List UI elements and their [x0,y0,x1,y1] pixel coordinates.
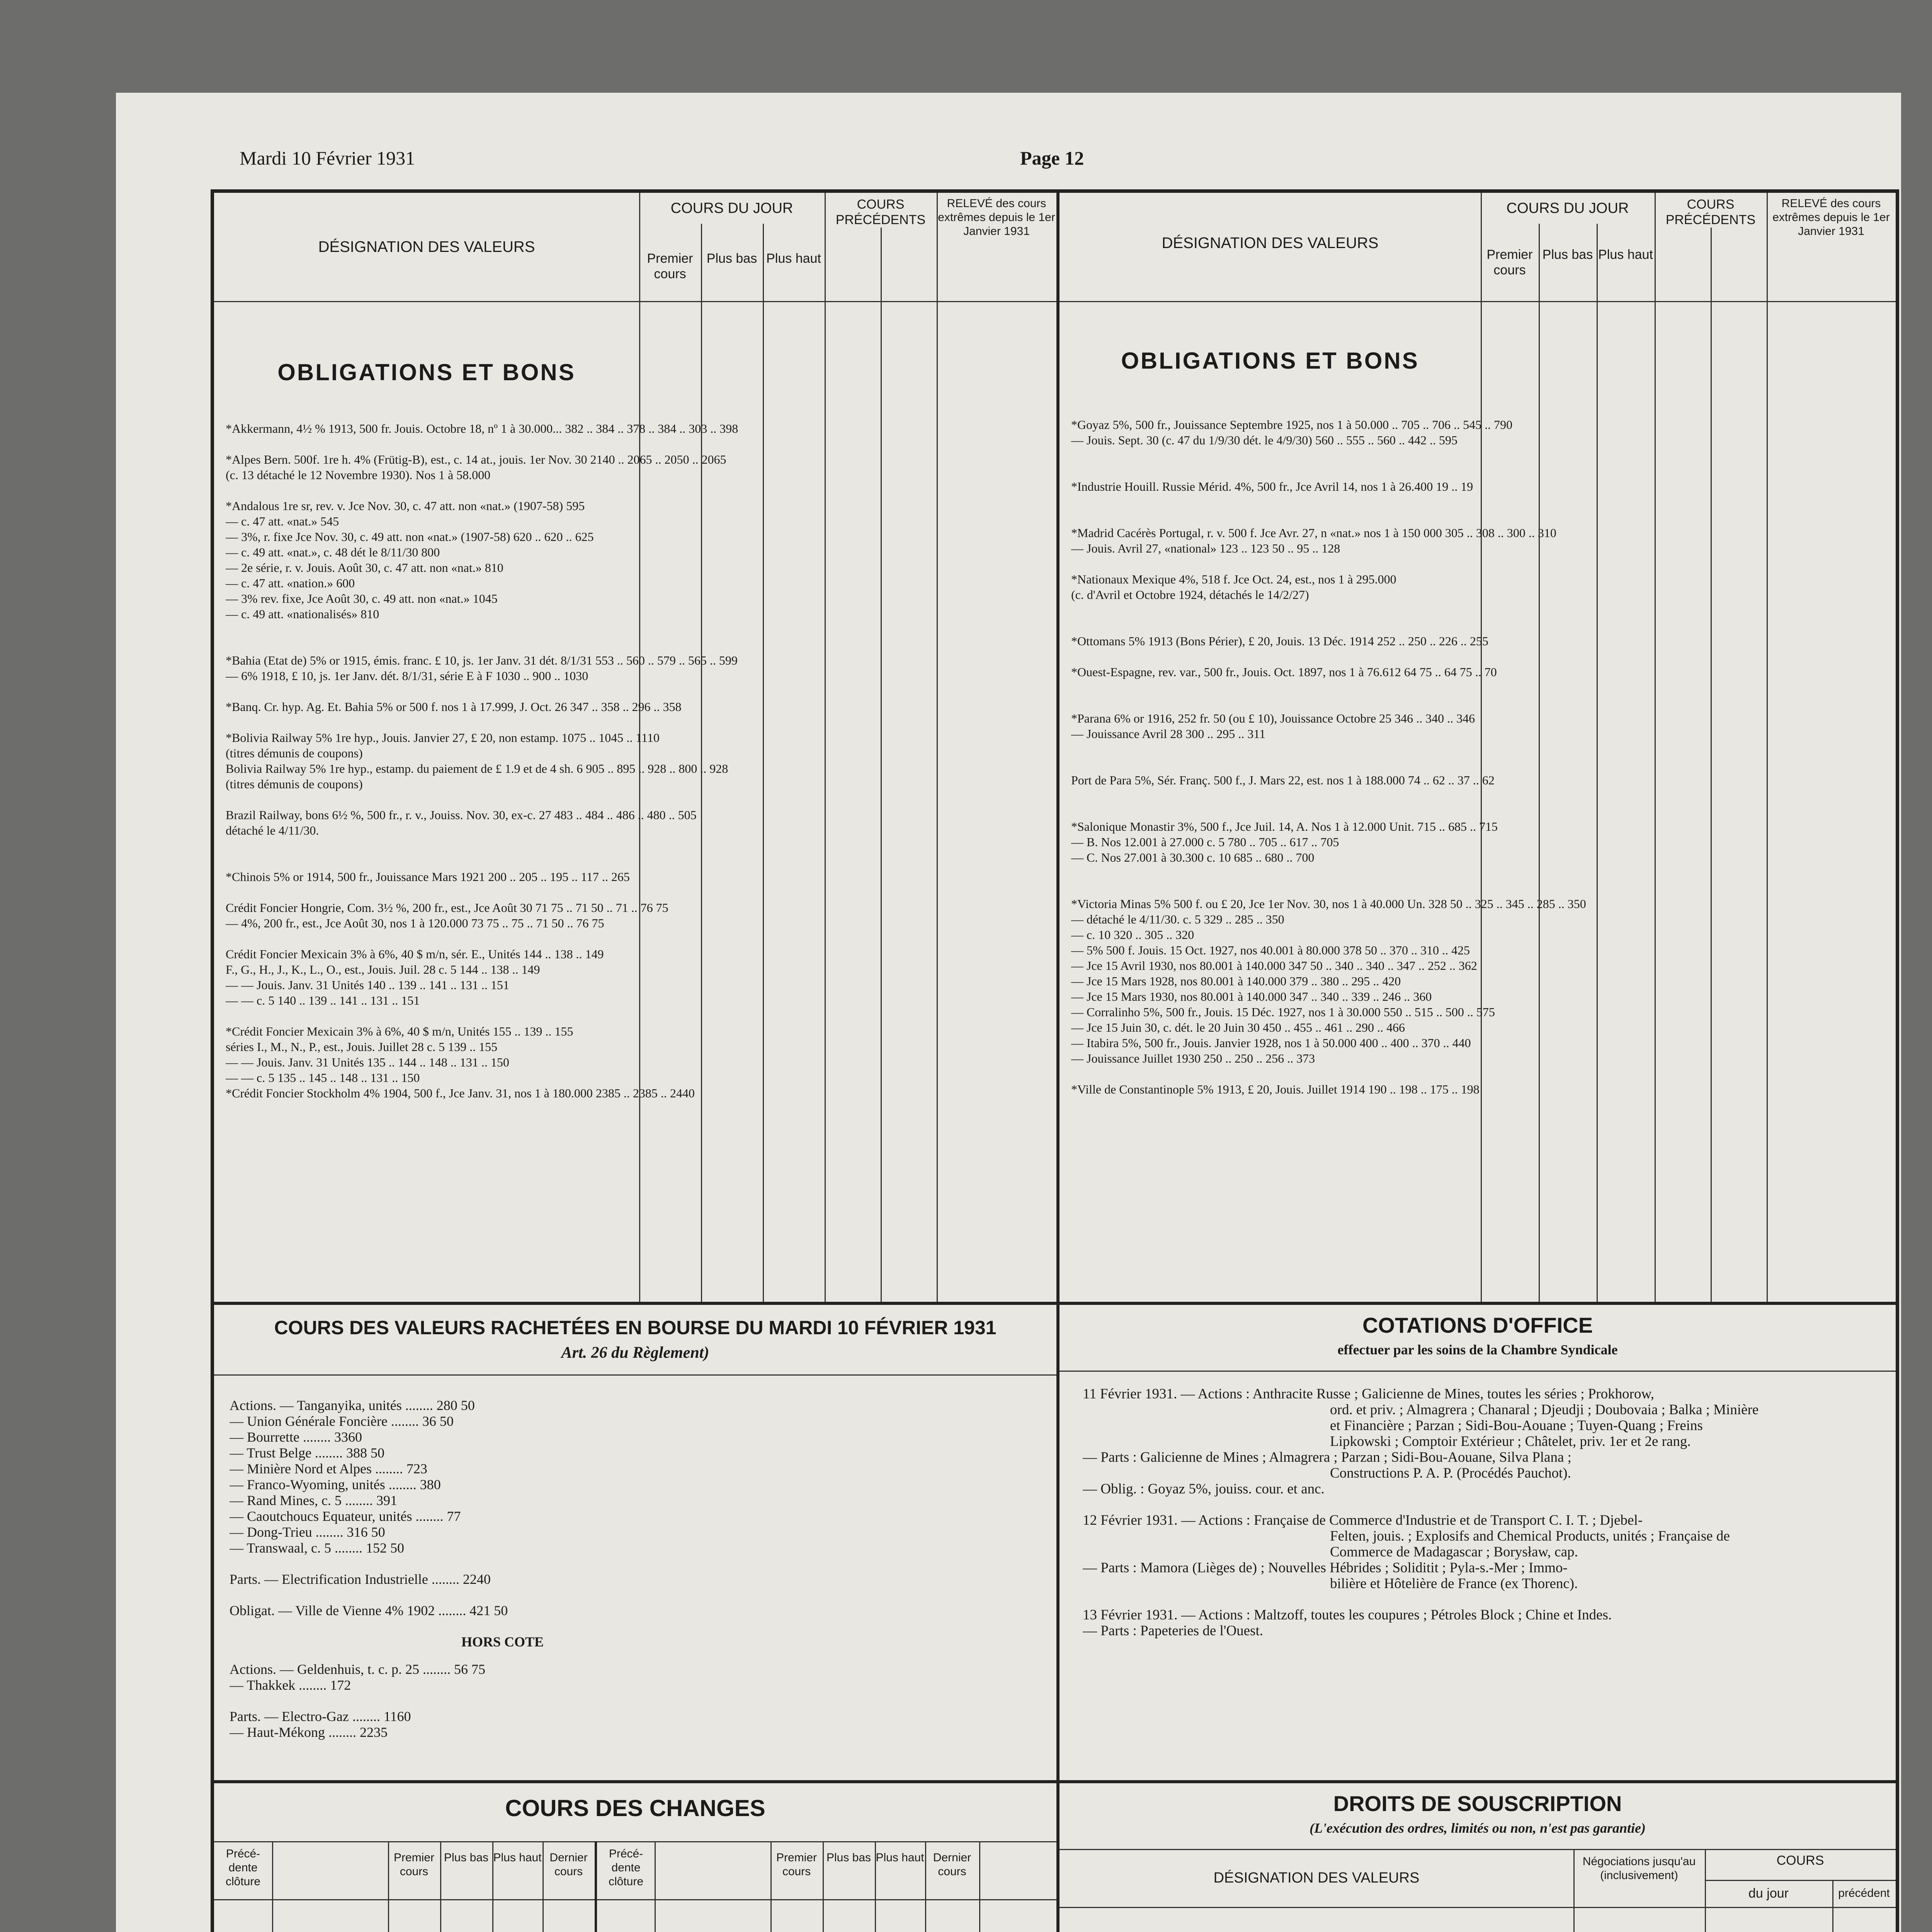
sub-rule [1705,1880,1896,1881]
col-divider [979,1841,980,1932]
table-row: — 2e série, r. v. Jouis. Août 30, c. 47 att. non «nat.» 810 [226,561,503,575]
col-plus-bas: Plus bas [706,251,757,266]
table-row: — — Jouis. Janv. 31 Unités 140 .. 139 .. 141 .. 131 .. 151 [226,978,509,992]
table-row: Crédit Foncier Mexicain 3% à 6%, 40 $ m/n, sér. E., Unités 144 .. 138 .. 149 [226,947,604,961]
table-row: *Ouest-Espagne, rev. var., 500 fr., Jouis. Oct. 1897, nos 1 à 76.612 64 75 .. 64 75 .. 70 [1071,665,1497,679]
table-row: — Corralinho 5%, 500 fr., Jouis. 15 Déc. 1927, nos 1 à 30.000 550 .. 515 .. 500 .. 575 [1071,1005,1495,1019]
table-row: — c. 47 att. «nat.» 545 [226,514,339,528]
cotations-rows [1083,1386,1886,1639]
table-row: *Bahia (Etat de) 5% or 1915, émis. franc. £ 10, js. 1er Janv. 31 dét. 8/1/31 553 .. 560 .. 579 .. 565 .. 599 [226,653,738,667]
table-row: Crédit Foncier Hongrie, Com. 3½ %, 200 fr., est., Jce Août 30 71 75 .. 71 50 .. 71 .. 76 75 [226,901,668,915]
table-row: — C. Nos 27.001 à 30.300 c. 10 685 .. 680 .. 700 [1071,850,1315,864]
table-row: — Jouissance Avril 28 300 .. 295 .. 311 [1071,727,1266,741]
col-cours-du-jour: COURS DU JOUR [670,200,793,216]
table-row: *Alpes Bern. 500f. 1re h. 4% (Frütig-B), est., c. 14 at., jouis. 1er Nov. 30 2140 .. 2065 .. 2050 .. 2065 [226,452,726,466]
cote-frame [211,189,1899,1932]
col-divider [272,1841,273,1932]
table-row: — 4%, 200 fr., est., Jce Août 30, nos 1 à 120.000 73 75 .. 75 .. 71 50 .. 76 75 [226,916,604,930]
col-precedents: COURS PRÉCÉDENTS [1665,197,1756,227]
list-item: — Trust Belge ........ 388 50 [230,1445,385,1461]
list-item: — Parts : Mamora (Lièges de) ; Nouvelles Hébrides ; Soliditit ; Pyla-s.-Mer ; Immo- [1083,1560,1568,1576]
col-cours-du-jour: COURS DU JOUR [1506,200,1629,216]
cotations-subtitle: effectuer par les soins de la Chambre Syndicale [1337,1342,1618,1357]
col-precedent: précédent [1838,1887,1890,1900]
list-item: Obligat. — Ville de Vienne 4% 1902 ........ 421 50 [230,1603,508,1618]
section-rule [214,1302,1896,1305]
list-item: — Bourrette ........ 3360 [230,1429,362,1445]
table-row: *Andalous 1re sr, rev. v. Jce Nov. 30, c. 47 att. non «nat.» (1907-58) 595 [226,499,585,513]
table-row: *Crédit Foncier Stockholm 4% 1904, 500 f., Jce Janv. 31, nos 1 à 180.000 2385 .. 2385 .. 2440 [226,1086,695,1100]
title-rule [214,1841,1056,1842]
table-row: *Parana 6% or 1916, 252 fr. 50 (ou £ 10), Jouissance Octobre 25 346 .. 340 .. 346 [1071,711,1475,725]
title-rule [214,1374,1056,1376]
table-row: — c. 49 att. «nat.», c. 48 dét le 8/11/30 800 [226,545,440,559]
list-item: — Franco-Wyoming, unités ........ 380 [230,1477,441,1492]
section-rule [214,1780,1896,1783]
table-row: *Salonique Monastir 3%, 500 f., Jce Juil. 14, A. Nos 1 à 12.000 Unit. 715 .. 685 .. 715 [1071,820,1498,833]
rachetees-section [214,1305,1056,1780]
col-header: Dernier cours [933,1851,971,1878]
table-row: — 3%, r. fixe Jce Nov. 30, c. 49 att. non «nat.» (1907-58) 620 .. 620 .. 625 [226,530,594,544]
title-rule [1060,1371,1896,1372]
obligations-left-table [214,193,1056,1302]
table-row: — Jouis. Sept. 30 (c. 47 du 1/9/30 dét. le 4/9/30) 560 .. 555 .. 560 .. 442 .. 595 [1071,433,1458,447]
col-header: Premier cours [393,1851,434,1878]
list-item: — Minière Nord et Alpes ........ 723 [230,1461,427,1476]
list-item: ord. et priv. ; Almagrera ; Chanaral ; Djeudji ; Doubovaia ; Balka ; Minière [1330,1402,1759,1418]
table-row: *Victoria Minas 5% 500 f. ou £ 20, Jce 1er Nov. 30, nos 1 à 40.000 Un. 328 50 .. 325 .. 345 .. 285 .. 350 [1071,897,1586,911]
list-item: bilière et Hôtelière de France (ex Thorenc). [1330,1576,1578,1592]
table-row: (titres démunis de coupons) [226,746,363,760]
col-divider [655,1841,656,1932]
table-row: — 6% 1918, £ 10, js. 1er Janv. dét. 8/1/31, série E à F 1030 .. 900 .. 1030 [226,669,588,683]
col-premier: Premier cours [1486,247,1533,277]
center-divider [1056,193,1060,1302]
table-row: — détaché le 4/11/30. c. 5 329 .. 285 .. 350 [1071,912,1284,926]
list-item: 13 Février 1931. — Actions : Maltzoff, toutes les coupures ; Pétroles Block ; Chine et Indes. [1083,1607,1612,1623]
col-header: Dernier cours [549,1851,588,1878]
header-date: Mardi 10 Février 1931 [240,147,415,169]
table-row: — Jouissance Juillet 1930 250 .. 250 .. 256 .. 373 [1071,1051,1315,1065]
table-row: *Madrid Cacérès Portugal, r. v. 500 f. Jce Avr. 27, n «nat.» nos 1 à 150 000 305 .. 308 .. 300 .. 310 [1071,526,1556,540]
list-item: — Rand Mines, c. 5 ........ 391 [230,1493,397,1508]
table-row: *Banq. Cr. hyp. Ag. Et. Bahia 5% or 500 f. nos 1 à 17.999, J. Oct. 26 347 .. 358 .. 296 .. 358 [226,700,682,714]
table-row: — Itabira 5%, 500 fr., Jouis. Janvier 1928, nos 1 à 50.000 400 .. 400 .. 370 .. 440 [1071,1036,1471,1050]
table-row: — c. 49 att. «nationalisés» 810 [226,607,379,621]
table-row: *Industrie Houill. Russie Mérid. 4%, 500 fr., Jce Avril 14, nos 1 à 26.400 19 .. 19 [1071,480,1473,493]
col-header: Précé- dente clôture [225,1847,261,1888]
list-item: — Parts : Papeteries de l'Ouest. [1083,1623,1264,1639]
table-row: *Ottomans 5% 1913 (Bons Périer), £ 20, Jouis. 13 Déc. 1914 252 .. 250 .. 226 .. 255 [1071,634,1488,648]
table-row: Port de Para 5%, Sér. Franç. 500 f., J. Mars 22, est. nos 1 à 188.000 74 .. 62 .. 37 .. 62 [1071,773,1495,787]
table-row: Bolivia Railway 5% 1re hyp., estamp. du paiement de £ 1.9 et de 4 sh. 6 905 .. 895 .. 928 .. 800 .. 928 [226,762,728,776]
title-rule [1060,1849,1896,1850]
table-row: *Chinois 5% or 1914, 500 fr., Jouissance Mars 1921 200 .. 205 .. 195 .. 117 .. 265 [226,870,630,884]
header-rule [1060,1907,1896,1908]
table-row: détaché le 4/11/30. [226,823,319,837]
header-rule [1060,301,1896,302]
list-item: Parts. — Electrification Industrielle ........ 2240 [230,1571,491,1587]
list-item: — Caoutchoucs Equateur, unités ........ 77 [230,1509,461,1524]
table-row: *Akkermann, 4½ % 1913, 500 fr. Jouis. Octobre 18, nº 1 à 30.000... 382 .. 384 .. 378 .. 384 .. 303 .. 398 [226,422,738,435]
table-row: — — Jouis. Janv. 31 Unités 135 .. 144 .. 148 .. 131 .. 150 [226,1055,509,1069]
table-row: *Ville de Constantinople 5% 1913, £ 20, Jouis. Juillet 1914 190 .. 198 .. 175 .. 198 [1071,1082,1480,1096]
col-header: Plus haut [876,1851,924,1864]
list-item: Constructions P. A. P. (Procédés Pauchot). [1330,1465,1571,1481]
souscription-section [1060,1783,1896,1932]
list-item: — Thakkek ........ 172 [230,1677,351,1693]
col-precedents: COURS PRÉCÉDENTS [835,197,926,227]
col-header: Plus haut [493,1851,542,1864]
list-item: — Oblig. : Goyaz 5%, jouiss. cour. et anc. [1083,1481,1325,1497]
table-row: séries I., M., N., P., est., Jouis. Juillet 28 c. 5 139 .. 155 [226,1040,498,1054]
table-row: (titres démunis de coupons) [226,777,363,791]
table-row: Brazil Railway, bons 6½ %, 500 fr., r. v., Jouiss. Nov. 30, ex-c. 27 483 .. 484 .. 486 .. 480 .. 505 [226,808,697,822]
col-plus-haut: Plus haut [1598,247,1653,262]
table-row: (c. 13 détaché le 12 Novembre 1930). Nos 1 à 58.000 [226,468,491,482]
obligations-right-table [1060,193,1896,1302]
hors-cote-label: HORS COTE [461,1634,544,1650]
header-rule [214,1899,1056,1900]
center-divider [1056,1305,1060,1780]
table-row: — Jce 15 Mars 1930, nos 80.001 à 140.000 347 .. 340 .. 339 .. 246 .. 360 [1071,990,1432,1003]
col-releve: RELEVÉ des cours extrêmes depuis le 1er Janvier 1931 [938,197,1055,238]
table-row: — — c. 5 140 .. 139 .. 141 .. 131 .. 151 [226,993,420,1007]
col-negociations: Négociations jusqu'au (inclusivement) [1582,1855,1696,1882]
page-header [124,147,1893,178]
cotations-section [1060,1305,1896,1780]
col-header: Précé- dente clôture [608,1847,644,1888]
col-releve: RELEVÉ des cours extrêmes depuis le 1er Janvier 1931 [1772,197,1890,238]
table-row: — c. 47 att. «nation.» 600 [226,576,355,590]
table-row: — Jce 15 Mars 1928, nos 80.001 à 140.000 379 .. 380 .. 295 .. 420 [1071,974,1401,988]
list-item: Actions. — Geldenhuis, t. c. p. 25 ........ 56 75 [230,1662,485,1677]
list-item: et Financière ; Parzan ; Sidi-Bou-Aouane ; Tuyen-Quang ; Freins [1330,1418,1703,1434]
table-row: — Jce 15 Juin 30, c. dét. le 20 Juin 30 450 .. 455 .. 461 .. 290 .. 466 [1071,1020,1405,1034]
table-row: — — c. 5 135 .. 145 .. 148 .. 131 .. 150 [226,1071,420,1085]
center-divider [1056,1783,1060,1932]
col-premier: Premier cours [647,251,693,281]
souscription-subtitle: (L'exécution des ordres, limités ou non, n'est pas garantie) [1309,1820,1646,1836]
col-header: Plus bas [444,1851,489,1864]
header-page-number: Page 12 [1020,147,1084,169]
list-item: Parts. — Electro-Gaz ........ 1160 [230,1709,411,1724]
table-row: *Crédit Foncier Mexicain 3% à 6%, 40 $ m/n, Unités 155 .. 139 .. 155 [226,1024,573,1038]
list-item: — Union Générale Foncière ........ 36 50 [230,1413,454,1429]
table-row: *Nationaux Mexique 4%, 518 f. Jce Oct. 24, est., nos 1 à 295.000 [1071,572,1396,586]
changes-section [214,1783,1056,1932]
col-header: Plus bas [826,1851,871,1864]
section-title: OBLIGATIONS ET BONS [1121,348,1419,374]
col-cours: COURS [1776,1853,1824,1868]
list-item: Commerce de Madagascar ; Borysław, cap. [1330,1544,1578,1560]
rachetees-subtitle: Art. 26 du Règlement) [561,1344,709,1362]
table-row: — c. 10 320 .. 305 .. 320 [1071,928,1194,942]
col-du-jour: du jour [1748,1886,1789,1901]
col-header: Premier cours [776,1851,817,1878]
col-designation: DÉSIGNATION DES VALEURS [1162,235,1379,252]
col-plus-haut: Plus haut [766,251,821,266]
obligations-left-rows [226,421,1049,1101]
changes-title: COURS DES CHANGES [505,1795,765,1821]
obligations-right-rows [1071,417,1890,1097]
souscription-title: DROITS DE SOUSCRIPTION [1333,1791,1622,1816]
list-item: — Transwaal, c. 5 ........ 152 50 [230,1540,404,1556]
list-item: Actions. — Tanganyika, unités ........ 280 50 [230,1398,475,1413]
table-row: — Jouis. Avril 27, «national» 123 .. 123 50 .. 95 .. 128 [1071,541,1340,555]
rachetees-rows [230,1398,886,1740]
list-item: — Haut-Mékong ........ 2235 [230,1725,388,1740]
table-row: — 5% 500 f. Jouis. 15 Oct. 1927, nos 40.001 à 80.000 378 50 .. 370 .. 310 .. 425 [1071,943,1470,957]
list-item: — Parts : Galicienne de Mines ; Almagrera ; Parzan ; Sidi-Bou-Aouane, Silva Plana ; [1083,1449,1571,1465]
cotations-title: COTATIONS D'OFFICE [1362,1313,1593,1337]
table-row: — Jce 15 Avril 1930, nos 80.001 à 140.000 347 50 .. 340 .. 340 .. 347 .. 252 .. 362 [1071,959,1477,973]
table-row: — 3% rev. fixe, Jce Août 30, c. 49 att. non «nat.» 1045 [226,592,498,605]
list-item: Felten, jouis. ; Explosifs and Chemical Products, unités ; Française de [1330,1528,1730,1544]
rachetees-title: COURS DES VALEURS RACHETÉES EN BOURSE DU MARDI 10 FÉVRIER 1931 [274,1317,997,1338]
section-title: OBLIGATIONS ET BONS [277,359,576,385]
table-row: (c. d'Avril et Octobre 1924, détachés le 14/2/27) [1071,588,1309,602]
list-item: Lipkowski ; Comptoir Extérieur ; Châtelet, priv. 1er et 2e rang. [1330,1434,1691,1449]
table-row: *Bolivia Railway 5% 1re hyp., Jouis. Janvier 27, £ 20, non estamp. 1075 .. 1045 .. 1110 [226,731,660,745]
list-item: 12 Février 1931. — Actions : Française de Commerce d'Industrie et de Transport C. I. T. ; Djebel- [1083,1512,1643,1528]
table-row: *Goyaz 5%, 500 fr., Jouissance Septembre 1925, nos 1 à 50.000 .. 705 .. 706 .. 545 .. 790 [1071,418,1513,432]
list-item: 11 Février 1931. — Actions : Anthracite Russe ; Galicienne de Mines, toutes les séries ; Prokhorow, [1083,1386,1655,1402]
list-item: — Dong-Trieu ........ 316 50 [230,1524,385,1540]
header-rule [214,301,1056,302]
table-row: F., G., H., J., K., L., O., est., Jouis. Juil. 28 c. 5 144 .. 138 .. 149 [226,963,540,976]
col-designation: DÉSIGNATION DES VALEURS [1213,1870,1420,1886]
table-row: — B. Nos 12.001 à 27.000 c. 5 780 .. 705 .. 617 .. 705 [1071,835,1339,849]
col-plus-bas: Plus bas [1542,247,1593,262]
col-designation: DÉSIGNATION DES VALEURS [318,238,535,255]
